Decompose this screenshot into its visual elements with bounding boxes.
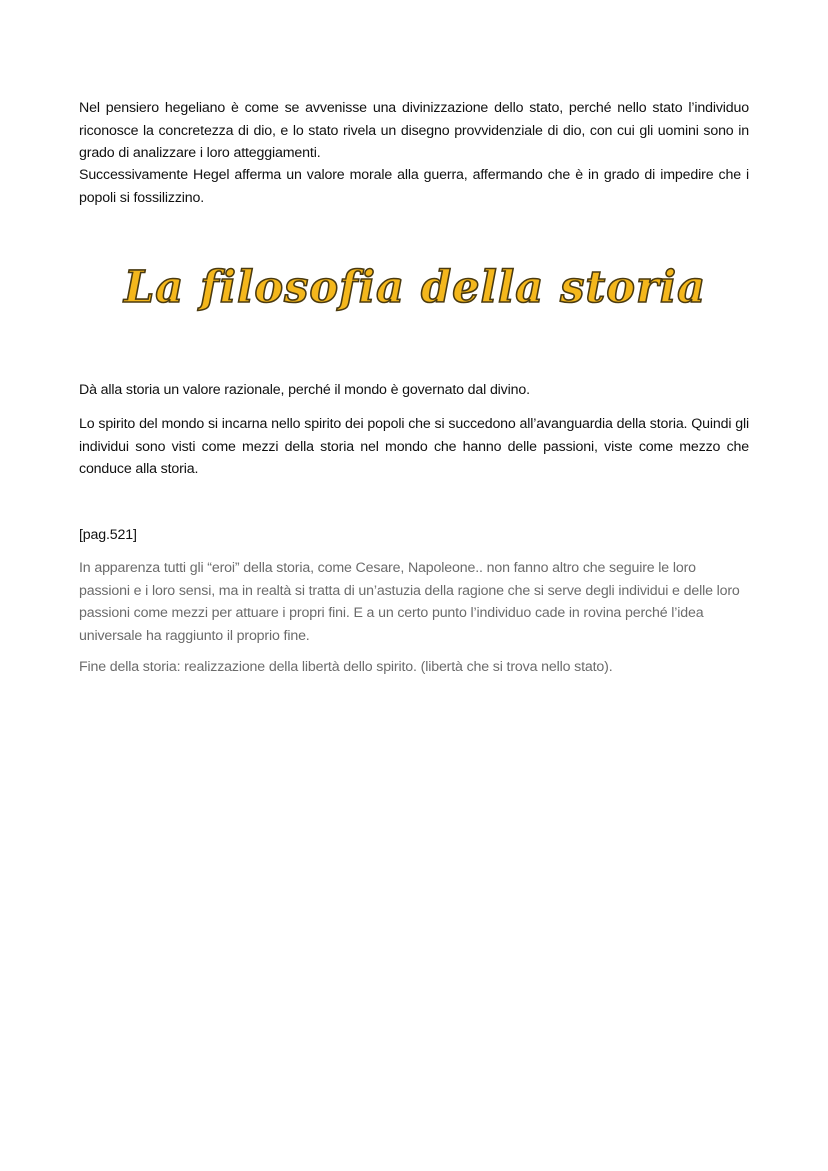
section-title-container — [110, 245, 720, 330]
paragraph-hegel-war: Successivamente Hegel afferma un valore morale alla guerra, affermando che è in grado di impedire che i popoli si fossilizzino. — [79, 167, 749, 206]
paragraph-world-spirit: Lo spirito del mondo si incarna nello spirito dei popoli che si succedono all’avanguardia della storia. Quindi gli individui sono visti come mezzi della storia nel mondo che hanno delle passioni, viste come mezzo che conduce alla storia. — [79, 416, 749, 477]
paragraph-hegel-state: Nel pensiero hegeliano è come se avvenisse una divinizzazione dello stato, perché nello stato l’individuo riconosce la concretezza di dio, e lo stato rivela un disegno provvidenziale di dio, con cui gli uomini sono in grado di analizzare i loro atteggiamenti. — [79, 100, 749, 161]
paragraph-cunning-of-reason: In apparenza tutti gli “eroi” della storia, come Cesare, Napoleone.. non fanno altro che seguire le loro passioni e i loro sensi, ma in realtà si tratta di un’astuzia della ragione che si serve degli individui e delle loro passioni come mezzi per attuare i propri fini. E a un certo punto l’individuo cade in rovina perché l’idea universale ha raggiunto il proprio fine. — [79, 560, 740, 644]
section-title: La filosofia della storia — [123, 262, 707, 313]
paragraph-end-of-history: Fine della storia: realizzazione della libertà dello spirito. (libertà che si trova nello stato). — [79, 659, 613, 675]
paragraph-rational-history: Dà alla storia un valore razionale, perché il mondo è governato dal divino. — [79, 382, 530, 398]
page-reference: [pag.521] — [79, 527, 137, 543]
